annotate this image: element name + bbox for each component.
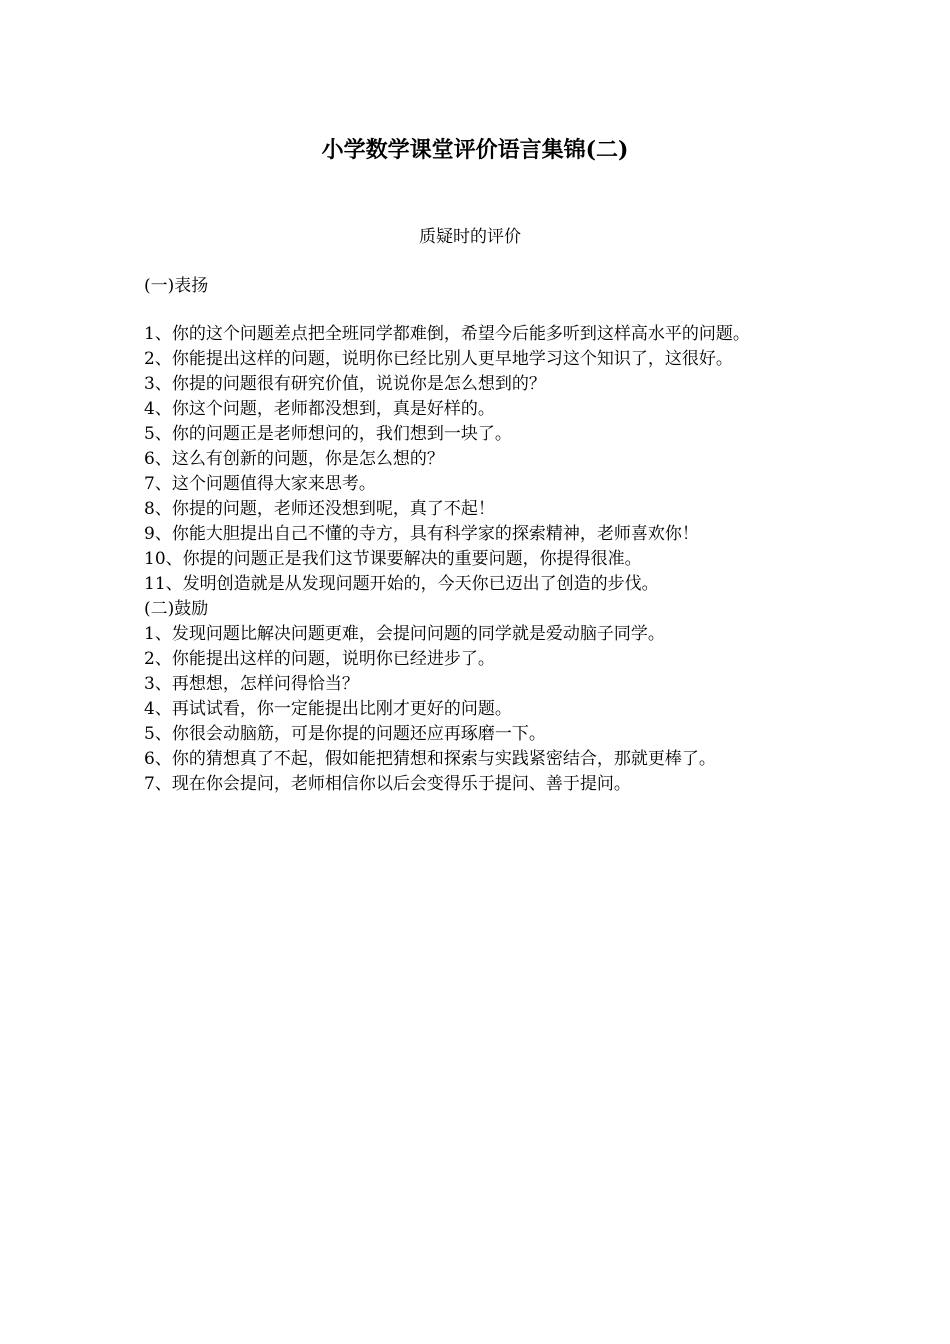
list-item: 8、你提的问题，老师还没想到呢，真了不起！ [144, 499, 495, 519]
list-item: 5、你的问题正是老师想问的，我们想到一块了。 [144, 424, 512, 444]
list-item: 3、再想想，怎样问得恰当？ [144, 674, 359, 694]
list-item: 3、你提的问题很有研究价值，说说你是怎么想到的？ [144, 374, 546, 394]
list-item: 9、你能大胆提出自己不懂的寺方，具有科学家的探索精神，老师喜欢你！ [144, 524, 699, 544]
page-subtitle: 质疑时的评价 [419, 227, 521, 247]
list-item: 6、这么有创新的问题，你是怎么想的？ [144, 449, 444, 469]
section-heading-praise: (一)表扬 [144, 276, 209, 296]
list-item: 5、你很会动脑筋，可是你提的问题还应再琢磨一下。 [144, 724, 546, 744]
list-item: 4、你这个问题，老师都没想到，真是好样的。 [144, 399, 495, 419]
list-item: 2、你能提出这样的问题，说明你已经比别人更早地学习这个知识了，这很好。 [144, 349, 733, 369]
list-item: 4、再试试看，你一定能提出比刚才更好的问题。 [144, 699, 512, 719]
list-item: 6、你的猜想真了不起，假如能把猜想和探索与实践紧密结合，那就更棒了。 [144, 749, 716, 769]
evaluation-list [144, 322, 844, 797]
section-heading-encourage: (二)鼓励 [144, 599, 209, 619]
list-item: 7、现在你会提问，老师相信你以后会变得乐于提问、善于提问。 [144, 774, 631, 794]
list-item: 2、你能提出这样的问题，说明你已经进步了。 [144, 649, 495, 669]
list-item: 1、你的这个问题差点把全班同学都难倒，希望今后能多听到这样高水平的问题。 [144, 324, 750, 344]
page-title: 小学数学课堂评价语言集锦(二) [321, 137, 629, 163]
list-item: 7、这个问题值得大家来思考。 [144, 474, 376, 494]
list-item: 10、你提的问题正是我们这节课要解决的重要问题，你提得很准。 [144, 549, 642, 569]
list-item: 11、发明创造就是从发现问题开始的，今天你已迈出了创造的步伐。 [144, 574, 659, 594]
list-item: 1、发现问题比解决问题更难，会提问问题的同学就是爱动脑子同学。 [144, 624, 665, 644]
